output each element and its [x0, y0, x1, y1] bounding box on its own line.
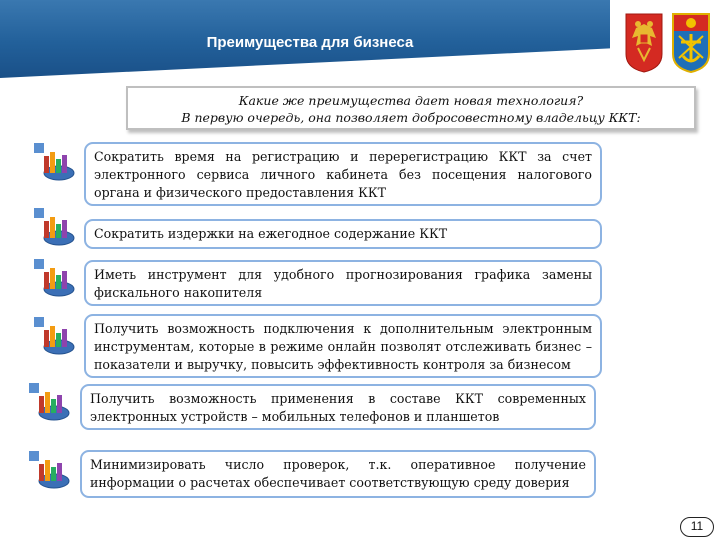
benefit-item: Минимизировать число проверок, т.к. оперативное получение информации о расчетах обеспечивает соответствующую среду доверия	[80, 450, 596, 498]
russia-coat-of-arms-icon	[624, 12, 664, 74]
benefit-item: Получить возможность подключения к дополнительным электронным инструментам, которые в режиме онлайн позволят отслеживать бизнес – показатели и выручку, повысить эффективность контроля за бизнесом	[84, 314, 602, 378]
intro-question-box	[126, 86, 696, 130]
chart-bullet-icon	[33, 142, 75, 182]
benefit-item: Иметь инструмент для удобного прогнозирования графика замены фискального накопителя	[84, 260, 602, 306]
page-title: Преимущества для бизнеса	[206, 34, 414, 51]
chart-bullet-icon	[33, 258, 75, 298]
intro-line-1: Какие же преимущества дает новая технология?	[238, 93, 584, 108]
region-coat-of-arms-icon	[671, 12, 711, 74]
benefit-item: Сократить издержки на ежегодное содержание ККТ	[84, 219, 602, 249]
benefit-item: Получить возможность применения в составе ККТ современных электронных устройств – мобильных телефонов и планшетов	[80, 384, 596, 430]
page-number: 11	[680, 517, 714, 537]
chart-bullet-icon	[33, 316, 75, 356]
benefit-item: Сократить время на регистрацию и перерегистрацию ККТ за счет электронного сервиса личного кабинета без посещения налогового органа и физического предоставления ККТ	[84, 142, 602, 206]
chart-bullet-icon	[28, 382, 70, 422]
chart-bullet-icon	[28, 450, 70, 490]
chart-bullet-icon	[33, 207, 75, 247]
intro-line-2: В первую очередь, она позволяет добросовестному владельцу ККТ:	[181, 110, 641, 125]
